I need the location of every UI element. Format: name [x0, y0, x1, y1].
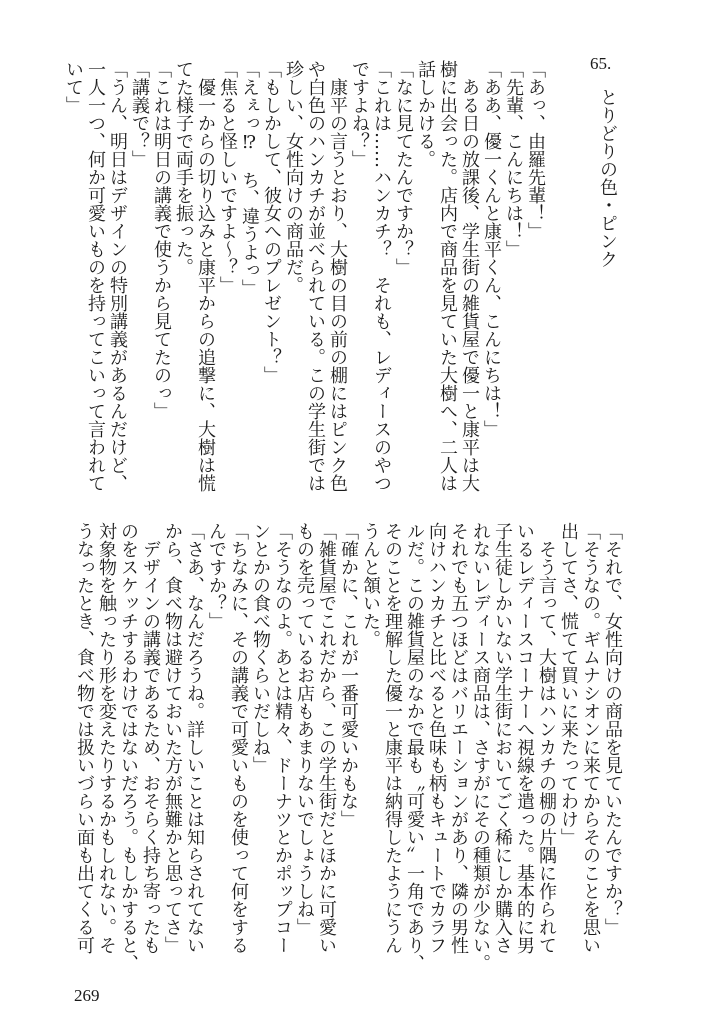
text-line: 対象物を触ったり形を変えたりするかもしれない。そ — [96, 522, 117, 954]
text-line: ある日の放課後、学生街の雑貨屋で優一と康平は大 — [459, 60, 480, 492]
text-line: ルだ。この雑貨屋のなかで最も〝可愛い〟一角であり、 — [404, 522, 425, 972]
text-line: うなったとき、食べ物では扱いづらい面も出てくる可 — [74, 522, 95, 954]
text-line: 「これは……ハンカチ？ それも、レディースのやつ — [371, 60, 392, 492]
text-line: ンとかの食べ物くらいだしね」 — [250, 522, 271, 774]
text-line: 「雑貨屋でこれだから、この学生街だとほかに可愛い — [316, 522, 337, 954]
lower-text-block — [73, 522, 623, 972]
text-line: 康平の言うとおり、大樹の目の前の棚にはピンク色 — [327, 60, 348, 492]
text-line: いて」 — [63, 60, 84, 114]
text-line: 「それで、女性向けの商品を見ていたんですか？」 — [602, 522, 623, 936]
text-line: そのことを理解した優一と康平は納得したようにうん — [382, 522, 403, 954]
text-line: 「そうなの。ギムナシオンに来てからそのことを思い — [580, 522, 601, 954]
text-line: ものを売っているお店もあまりないでしょうしね」 — [294, 522, 315, 936]
upper-text-block — [62, 60, 546, 500]
text-line: 「焦ると怪しいですよ～？」 — [217, 60, 238, 294]
text-line: のをスケッチするわけではないだろう。もしかすると、 — [118, 522, 139, 972]
text-line: 「あっ、由羅先輩！」 — [525, 60, 546, 240]
text-line: デザインの講義であるため、おそらく持ち寄ったも — [140, 522, 161, 954]
text-line: 「えぇっ⁉ ち、違うよっ」 — [239, 60, 260, 297]
text-line: 話しかける。 — [415, 60, 436, 168]
text-line: 「先輩、こんにちは！」 — [503, 60, 524, 258]
text-line: 「さあ、なんだろうね。詳しいことは知らされてない — [184, 522, 205, 954]
text-line: 「講義で？」 — [129, 60, 150, 168]
text-line: 向けハンカチと比べると色味も柄もキュートでカラフ — [426, 522, 447, 954]
text-line: 「そうなのよ。あとは精々、ドーナツとかポップコー — [272, 522, 293, 954]
text-line: てた様子で両手を振った。 — [173, 60, 194, 276]
text-line: んですか？」 — [206, 522, 227, 630]
text-line: 「これは明日の講義で使うから見てたのっ」 — [151, 60, 172, 420]
text-line: ですよね？」 — [349, 60, 370, 168]
text-line: いるレディースコーナーへ視線を遣った。基本的に男 — [514, 522, 535, 954]
text-line: 優一からの切り込みと康平からの追撃に、大樹は慌 — [195, 60, 216, 492]
text-line: 「なに見てたんですか？」 — [393, 60, 414, 276]
text-line: 子生徒しかいない学生街においてごく稀にしか購入さ — [492, 522, 513, 954]
chapter-title: とりどりの色・ピンク — [597, 88, 618, 268]
text-line: 一人一つ、何か可愛いものを持ってこいって言われて — [85, 60, 106, 492]
text-line: や白色のハンカチが並べられている。この学生街では — [305, 60, 326, 492]
text-line: それでも五つほどはバリエーションがあり、隣の男性 — [448, 522, 469, 954]
text-line: から、食べ物は避けておいた方が無難かと思ってさ」 — [162, 522, 183, 954]
text-line: 珍しい、女性向けの商品だ。 — [283, 60, 304, 294]
text-line: 出してさ、慌てて買いに来たってわけ」 — [558, 522, 579, 846]
text-line: うんと頷いた。 — [360, 522, 381, 648]
text-line: 「もしかして、彼女へのプレゼント？」 — [261, 60, 282, 384]
text-line: 「確かに、これが一番可愛いかもな」 — [338, 522, 359, 828]
text-line: 「ちなみに、その講義で可愛いものを使って何をする — [228, 522, 249, 954]
text-line: そう言って、大樹はハンカチの棚の片隅に作られて — [536, 522, 557, 954]
chapter-number: 65. — [590, 54, 612, 73]
text-line: 「うん、明日はデザインの特別講義があるんだけど、 — [107, 60, 128, 492]
page-number: 269 — [74, 986, 100, 1005]
text-line: れないレディース商品は、さすがにその種類が少ない。 — [470, 522, 491, 972]
text-line: 樹に出会った。店内で商品を見ていた大樹へ、二人は — [437, 60, 458, 492]
text-line: 「ああ、優一くんと康平くん、こんにちは！」 — [481, 60, 502, 438]
